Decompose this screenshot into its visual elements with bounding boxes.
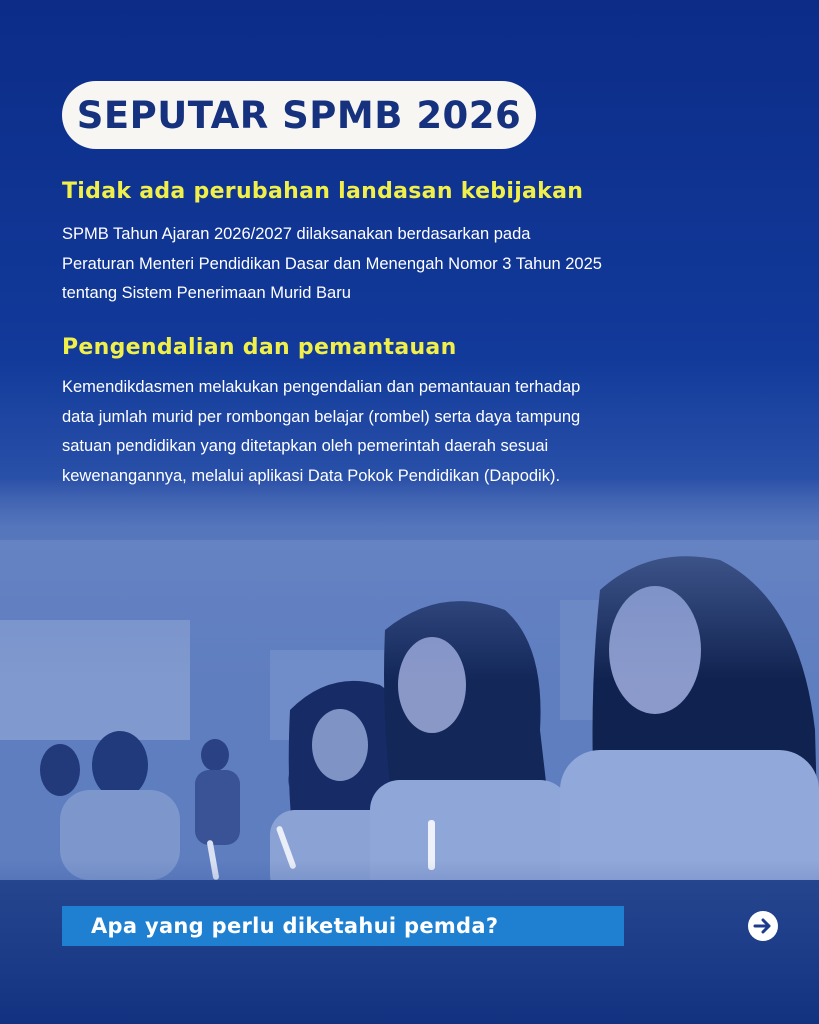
title-pill xyxy=(62,81,536,149)
cta-banner[interactable] xyxy=(62,906,624,946)
section-heading-policy: Tidak ada perubahan landasan kebijakan xyxy=(62,179,584,204)
body-line: data jumlah murid per rombongan belajar (rombel) serta daya tampung xyxy=(62,407,581,426)
body-line: Peraturan Menteri Pendidikan Dasar dan Menengah Nomor 3 Tahun 2025 xyxy=(62,254,602,273)
body-line: satuan pendidikan yang ditetapkan oleh pemerintah daerah sesuai xyxy=(62,437,549,455)
body-line: tentang Sistem Penerimaan Murid Baru xyxy=(62,284,351,302)
arrow-right-circle-icon[interactable] xyxy=(747,910,779,942)
body-line: SPMB Tahun Ajaran 2026/2027 dilaksanakan berdasarkan pada xyxy=(62,225,531,243)
body-line: kewenangannya, melalui aplikasi Data Pokok Pendidikan (Dapodik). xyxy=(62,466,561,485)
cta-label: Apa yang perlu diketahui pemda? xyxy=(91,914,499,938)
section-body-monitoring xyxy=(62,373,702,491)
section-heading-monitoring: Pengendalian dan pemantauan xyxy=(62,335,457,360)
page-title: SEPUTAR SPMB 2026 xyxy=(76,93,522,137)
body-line: Kemendikdasmen melakukan pengendalian dan pemantauan terhadap xyxy=(62,378,581,396)
section-body-policy xyxy=(62,220,702,309)
